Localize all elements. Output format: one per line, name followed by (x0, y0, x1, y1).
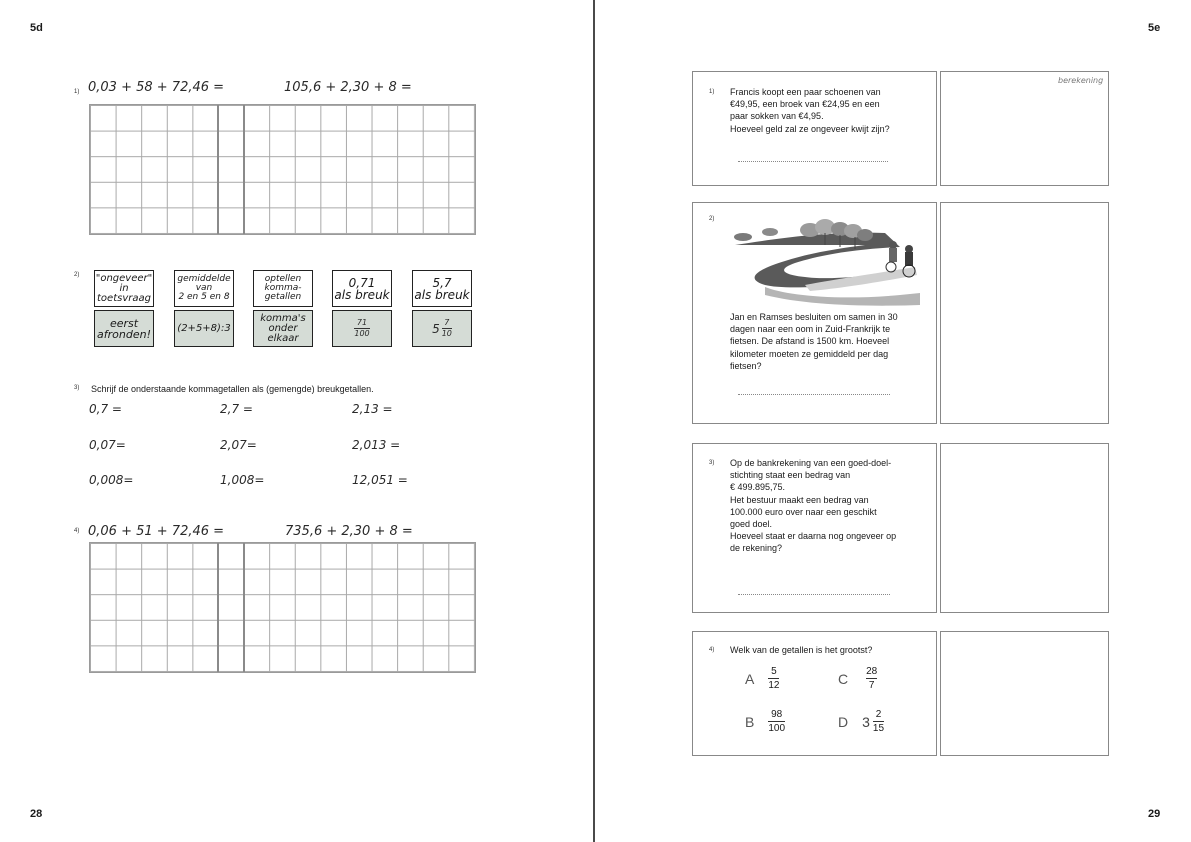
option-letter: B (745, 713, 755, 730)
fraction-denominator: 100 (768, 723, 786, 734)
q3-item: 2,13 = (352, 402, 393, 416)
fraction-bar (768, 721, 785, 722)
option-letter: A (745, 670, 755, 687)
card-071-als-breuk[interactable] (332, 270, 392, 307)
card-breuk-71-100[interactable] (332, 310, 392, 347)
question-3-number: 3) (74, 385, 80, 391)
card-komma-text: komma's onder elkaar (260, 312, 306, 344)
question-4-answer-grid[interactable] (89, 542, 476, 673)
q3-item: 0,07= (89, 438, 126, 452)
fraction-numerator: 98 (771, 709, 783, 720)
r-question-4-text: Welk van de getallen is het grootst? (730, 645, 873, 655)
question-2-number: 2) (74, 272, 80, 278)
option-b-fraction (768, 709, 785, 734)
fraction-71-100 (354, 319, 369, 338)
left-page-number: 28 (30, 808, 43, 820)
grid-divider (243, 543, 245, 672)
answer-line-2[interactable] (738, 394, 890, 395)
book-spine (593, 0, 595, 842)
question-4-number: 4) (74, 528, 80, 534)
q3-item: 12,051 = (352, 473, 408, 487)
fraction-numerator: 71 (356, 318, 368, 327)
q3-item: 1,008= (220, 473, 265, 487)
grid-divider (243, 105, 245, 234)
q3-item: 2,07= (220, 438, 257, 452)
right-page-number: 29 (1148, 808, 1161, 820)
mixed-whole: 5 (432, 321, 440, 336)
question-1-expression-a: 0,03 + 58 + 72,46 = (88, 80, 225, 95)
fraction-bar (873, 721, 884, 722)
fraction-numerator: 7 (444, 318, 450, 327)
fraction-bar (866, 678, 877, 679)
fraction-denominator: 12 (768, 680, 780, 691)
card-071-text: 0,71 als breuk (334, 275, 390, 302)
cyclists-illustration (725, 215, 925, 310)
card-gemiddelde-berekening-text: (2+5+8):3 (177, 322, 231, 334)
r-question-3-text: Op de bankrekening van een goed-doel- stichting staat een bedrag van € 499.895,75. Het bestuur maakt een bedrag van 100.000 euro over naar een geschikt goed doel. Hoeveel staat er daarna nog ongeveer op de rekening? (730, 458, 897, 554)
question-4-expression-a: 0,06 + 51 + 72,46 = (88, 524, 225, 539)
calculation-box-3[interactable] (940, 443, 1109, 613)
calculation-box-2[interactable] (940, 202, 1109, 424)
fraction-bar (768, 678, 779, 679)
grid-divider (217, 543, 219, 672)
question-3-instruction: Schrijf de onderstaande kommagetallen als (gemengde) breukgetallen. (91, 384, 374, 394)
card-57-als-breuk[interactable] (412, 270, 472, 307)
option-a[interactable] (745, 666, 779, 691)
question-1-number: 1) (74, 89, 80, 95)
option-b[interactable] (745, 709, 785, 734)
question-4-expression-b: 735,6 + 2,30 + 8 = (285, 524, 413, 539)
card-gemiddelde-text: gemiddelde van 2 en 5 en 8 (177, 274, 231, 302)
option-a-fraction (768, 666, 779, 691)
option-d[interactable] (838, 709, 884, 734)
option-c[interactable] (838, 666, 877, 691)
question-1-expression-b: 105,6 + 2,30 + 8 = (284, 80, 412, 95)
fraction-denominator: 7 (868, 680, 875, 691)
fraction-numerator: 28 (866, 666, 878, 677)
option-letter: D (838, 713, 849, 730)
option-d-whole: 3 (862, 713, 870, 730)
card-ongeveer-text: "ongeveer" in toetsvraag (95, 272, 153, 304)
q3-item: 2,013 = (352, 438, 401, 452)
r-question-2-number: 2) (709, 216, 715, 222)
q3-item: 0,7 = (89, 402, 122, 416)
option-c-fraction (866, 666, 877, 691)
fraction-denominator: 10 (441, 329, 452, 338)
r-question-1-text: Francis koopt een paar schoenen van €49,95, een broek van €24,95 en een paar sokken van €4,95. Hoeveel geld zal ze ongeveer kwijt zijn? (730, 87, 890, 134)
card-57-text: 5,7 als breuk (414, 275, 470, 302)
fraction-denominator: 15 (872, 723, 885, 734)
card-eerst-afronden-text: eerst afronden! (97, 316, 151, 341)
q3-item: 2,7 = (220, 402, 253, 416)
card-komma-onder-elkaar[interactable] (253, 310, 313, 347)
fraction-numerator: 2 (875, 709, 882, 720)
right-page-code: 5e (1148, 22, 1161, 34)
option-d-fraction (873, 709, 884, 734)
option-letter: C (838, 670, 849, 687)
card-optellen-text: optellen komma- getallen (264, 274, 302, 302)
r-question-3-number: 3) (709, 460, 715, 466)
r-question-2-text: Jan en Ramses besluiten om samen in 30 dagen naar een oom in Zuid-Frankrijk te fietsen. De afstand is 1500 km. Hoeveel kilometer moeten ze gemiddeld per dag fietsen? (730, 312, 898, 371)
question-1-answer-grid[interactable] (89, 104, 476, 235)
calculation-box-1[interactable] (940, 71, 1109, 186)
r-question-4-number: 4) (709, 647, 715, 653)
card-optellen[interactable] (253, 270, 313, 307)
left-page-code: 5d (30, 22, 43, 34)
berekening-label: berekening (1058, 76, 1104, 85)
answer-line-3[interactable] (738, 594, 890, 595)
card-eerst-afronden[interactable] (94, 310, 154, 347)
fraction-7-10 (442, 319, 452, 338)
fraction-numerator: 5 (771, 666, 777, 677)
calculation-box-4[interactable] (940, 631, 1109, 756)
card-breuk-5-7-10[interactable] (412, 310, 472, 347)
card-gemiddelde[interactable] (174, 270, 234, 307)
card-ongeveer[interactable] (94, 270, 154, 307)
card-gemiddelde-berekening[interactable] (174, 310, 234, 347)
r-question-1-number: 1) (709, 89, 715, 95)
grid-divider (217, 105, 219, 234)
answer-line-1[interactable] (738, 161, 888, 162)
q3-item: 0,008= (89, 473, 134, 487)
fraction-denominator: 100 (354, 329, 370, 338)
